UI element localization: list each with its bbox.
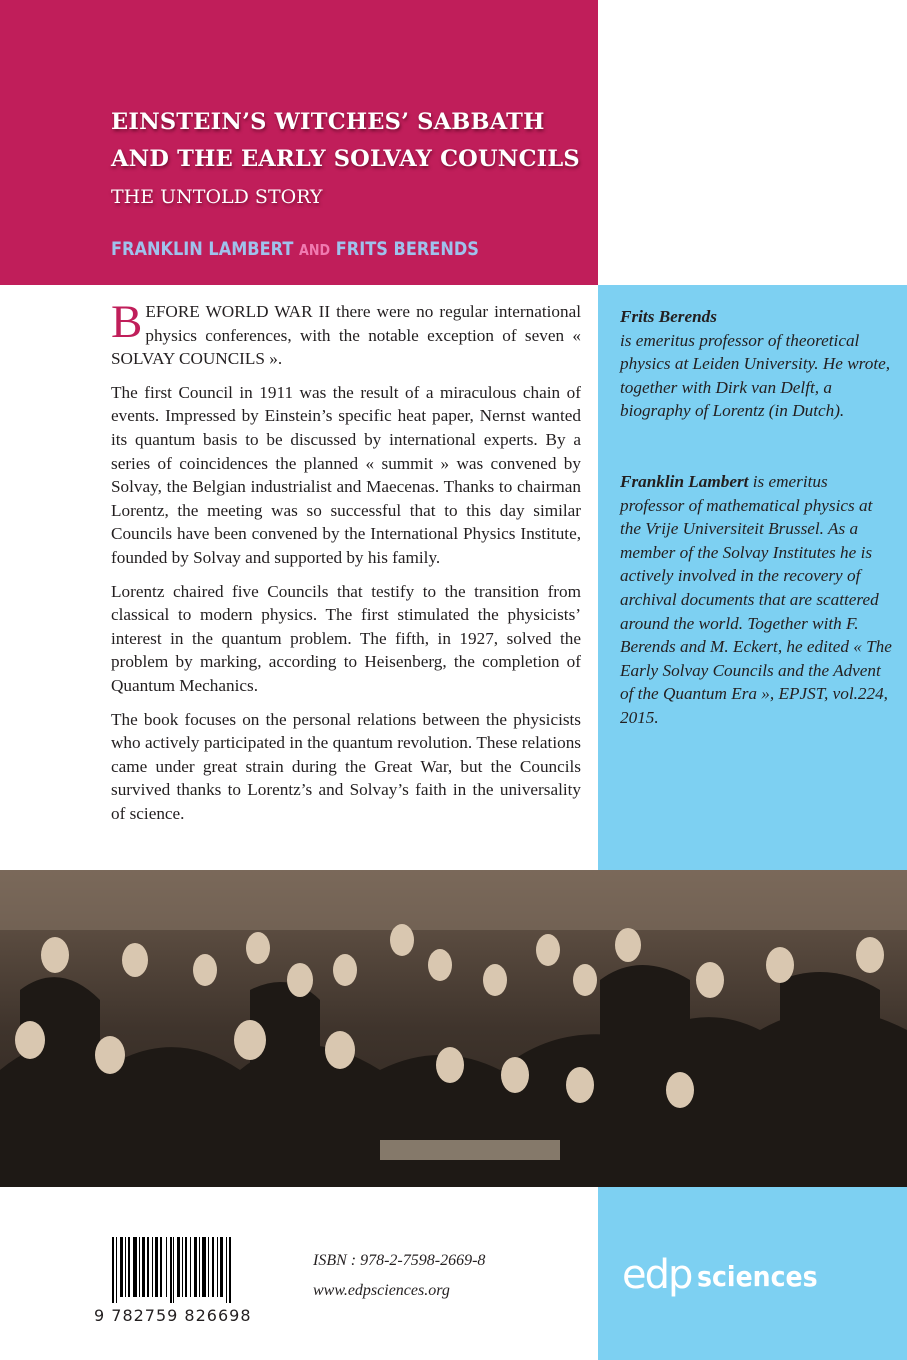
blurb-paragraph: Lorentz chaired five Councils that testify to the transition from classical to modern physics. The first stimulated the physicists’ interest in the quantum problem. The fifth, in 1927, solved the problem by marking, according to Heisenberg, the completion of Quantum Mechanics.	[111, 581, 581, 695]
blurb-paragraph: The book focuses on the personal relations between the physicists who actively participated in the quantum revolution. These relations came under great strain during the Great War, but the Councils survived thanks to Lorentz’s and Solvay’s faith in the universality of science.	[111, 709, 581, 823]
blurb-paragraph: The first Council in 1911 was the result of a miraculous chain of events. Impressed by Einstein’s specific heat paper, Nernst wanted its quantum basis to be discussed by international experts. By a series of coincidences the planned « summit » was convened by Solvay, the Belgian industrialist and Maecenas. Thanks to chairman Lorentz, the meeting was so successful that to this day similar Councils have been convened by the International Physics Institute, founded by Solvay and supported by his family.	[111, 382, 581, 567]
book-title: EINSTEIN’S WITCHES’ SABBATH AND THE EARLY SOLVAY COUNCILS	[111, 109, 580, 172]
bio-berends: Frits Berends is emeritus professor of theoretical physics at Leiden University. He wrote, together with Dirk van Delft, a biography of Lorentz (in Dutch).	[620, 307, 891, 421]
barcode	[112, 1237, 232, 1303]
isbn: ISBN : 978-2-7598-2669-8	[313, 1252, 486, 1269]
book-subtitle: THE UNTOLD STORY	[111, 186, 323, 208]
author-bios	[620, 305, 895, 777]
blurb-paragraph: BEFORE WORLD WAR II there were no regular international physics conferences, with the notable exception of seven « SOLVAY COUNCILS ».	[111, 296, 581, 369]
bio-lambert: Franklin Lambert is emeritus professor of mathematical physics at the Vrije Universiteit Brussel. As a member of the Solvay Institutes he is actively involved in the recovery of archival documents that are scattered around the world. Together with F. Berends and M. Eckert, he edited « The Early Solvay Councils and the Advent of the Quantum Era », EPJST, vol.224, 2015.	[620, 471, 892, 727]
solvay-council-photo	[0, 870, 907, 1187]
blurb	[111, 296, 581, 835]
publisher-url[interactable]: www.edpsciences.org	[313, 1282, 450, 1299]
drop-cap: B	[111, 296, 143, 348]
authors: FRANKLIN LAMBERT AND FRITS BERENDS	[111, 238, 479, 260]
barcode-number: 9 782759 826698	[94, 1306, 252, 1325]
edp-sciences-logo: edp sciences	[622, 1252, 819, 1298]
